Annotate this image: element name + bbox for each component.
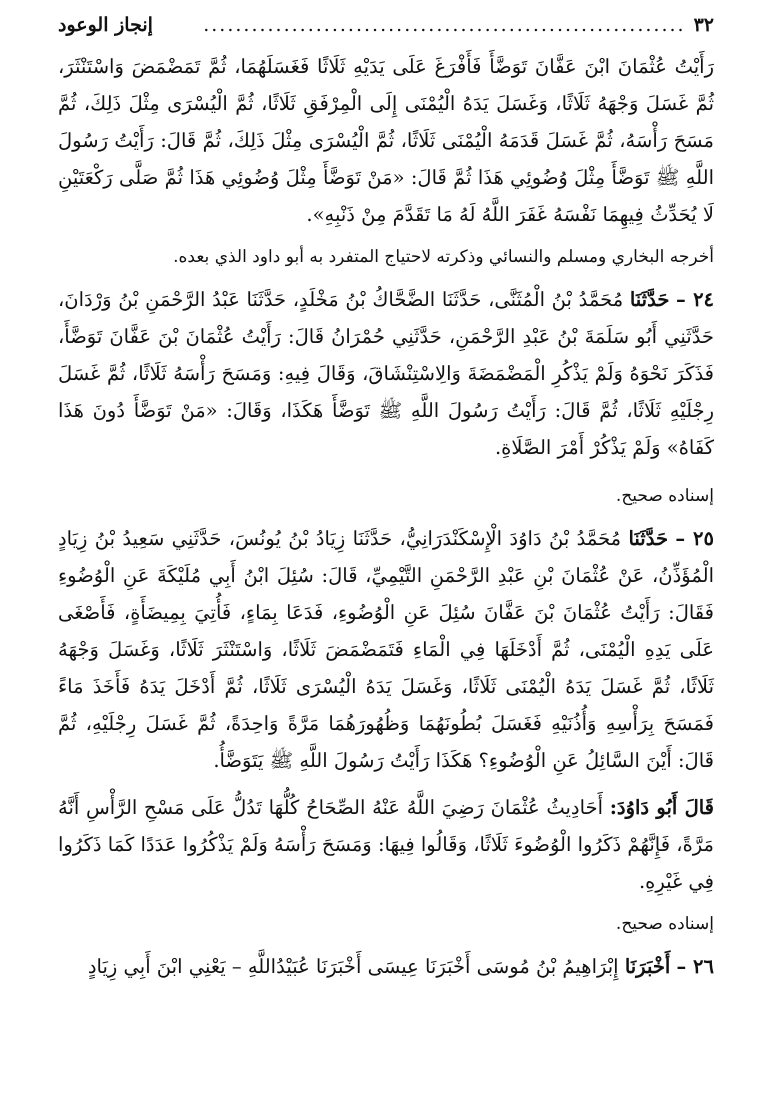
hadith-lead-word: حَدَّثَنَا: [628, 527, 669, 550]
running-header: [58, 12, 714, 38]
hadith-number: ٢٥ –: [675, 527, 714, 550]
page-number: ٣٢: [693, 14, 714, 36]
grade-note: إسناده صحيح.: [615, 486, 714, 506]
book-title: إنجاز الوعود: [58, 14, 153, 36]
hadith-number: ٢٤ –: [676, 288, 715, 311]
hadith-number: ٢٦ –: [676, 955, 714, 978]
hadith-lead-word: أَخْبَرَنَا: [624, 955, 671, 978]
comment-lead: قَالَ أَبُو دَاوُدَ:: [609, 796, 714, 819]
hadith-26: [58, 948, 714, 985]
hadith-lead-word: حَدَّثَنَا: [629, 288, 670, 311]
grade-note: إسناده صحيح.: [615, 914, 714, 934]
hadith-24: [58, 281, 714, 466]
hadith-text: إِبْرَاهِيمُ بْنُ مُوسَى أَخْبَرَنَا عِيسَى أَخْبَرَنَا عُبَيْدُاللَّهِ – يَعْنِي ابْنَ أَبِي زِيَادٍ: [87, 955, 619, 978]
abu-dawud-comment: [58, 789, 714, 900]
hadith-25: [58, 520, 714, 779]
header-leader-dots: ............................................................: [203, 14, 686, 36]
hadith-text: مُحَمَّدُ بْنُ الْمُثَنَّى، حَدَّثَنَا الضَّحَّاكُ بْنُ مَخْلَدٍ، حَدَّثَنَا عَبْدُ الرَّحْمَنِ بْنُ وَرْدَانَ، حَدَّثَنِي أَبُو سَلَمَةَ بْنُ عَبْدِ الرَّحْمَنِ، حَدَّثَنِي حُمْرَانُ قَالَ: رَأَيْتُ عُثْمَانَ بْنَ عَفَّانَ تَوَضَّأَ، فَذَكَرَ نَحْوَهُ وَلَمْ يَذْكُرِ الْمَضْمَضَةَ وَالِاسْتِنْشَاقَ، وَقَالَ فِيهِ: وَمَسَحَ رَأْسَهُ ثَلَاثًا، ثُمَّ غَسَلَ رِجْلَيْهِ ثَلَاثًا، ثُمَّ قَالَ: رَأَيْتُ رَسُولَ اللَّهِ ﷺ تَوَضَّأَ هَكَذَا، وَقَالَ: «مَنْ تَوَضَّأَ دُونَ هَذَا كَفَاهُ» وَلَمْ يَذْكُرْ أَمْرَ الصَّلَاةِ.: [58, 288, 714, 459]
document-page: [58, 12, 714, 1079]
comment-text: أَحَادِيثُ عُثْمَانَ رَضِيَ اللَّهُ عَنْهُ الصِّحَاحُ كُلُّهَا تَدُلُّ عَلَى مَسْحِ الرَّأْسِ أَنَّهُ مَرَّةً، فَإِنَّهُمْ ذَكَرُوا الْوُضُوءَ ثَلَاثًا، وَقَالُوا فِيهَا: وَمَسَحَ رَأْسَهُ وَلَمْ يَذْكُرُوا عَدَدًا كَمَا ذَكَرُوا فِي غَيْرِهِ.: [58, 796, 714, 893]
hadith-text: مُحَمَّدُ بْنُ دَاوُدَ الْإِسْكَنْدَرَانِيُّ، حَدَّثَنَا زِيَادُ بْنُ يُونُسَ، حَدَّثَنِي سَعِيدُ بْنُ زِيَادٍ الْمُؤَذِّنُ، عَنْ عُثْمَانَ بْنِ عَبْدِ الرَّحْمَنِ التَّيْمِيِّ، قَالَ: سُئِلَ ابْنُ أَبِي مُلَيْكَةَ عَنِ الْوُضُوءِ فَقَالَ: رَأَيْتُ عُثْمَانَ بْنَ عَفَّانَ سُئِلَ عَنِ الْوُضُوءِ، فَدَعَا بِمَاءٍ، فَأُتِيَ بِمِيضَأَةٍ، فَأَصْغَى عَلَى يَدِهِ الْيُمْنَى، ثُمَّ أَدْخَلَهَا فِي الْمَاءِ فَتَمَضْمَضَ ثَلَاثًا، وَاسْتَنْثَرَ ثَلَاثًا، وَغَسَلَ وَجْهَهُ ثَلَاثًا، ثُمَّ غَسَلَ يَدَهُ الْيُمْنَى ثَلَاثًا، وَغَسَلَ يَدَهُ الْيُسْرَى ثَلَاثًا، ثُمَّ أَدْخَلَ يَدَهُ فَأَخَذَ مَاءً فَمَسَحَ بِرَأْسِهِ وَأُذُنَيْهِ فَغَسَلَ بُطُونَهُمَا وَظُهُورَهُمَا مَرَّةً وَاحِدَةً، ثُمَّ غَسَلَ رِجْلَيْهِ، ثُمَّ قَالَ: أَيْنَ السَّائِلُ عَنِ الْوُضُوءِ؟ هَكَذَا رَأَيْتُ رَسُولَ اللَّهِ ﷺ يَتَوَضَّأُ.: [58, 527, 714, 772]
intro-paragraph: رَأَيْتُ عُثْمَانَ ابْنَ عَفَّانَ تَوَضَّأَ فَأَفْرَغَ عَلَى يَدَيْهِ ثَلَاثًا فَغَسَلَهُمَا، ثُمَّ تَمَضْمَضَ وَاسْتَنْثَرَ، ثُمَّ غَسَلَ وَجْهَهُ ثَلَاثًا، وَغَسَلَ يَدَهُ الْيُمْنَى إِلَى الْمِرْفَقِ ثَلَاثًا، ثُمَّ الْيُسْرَى مِثْلَ ذَلِكَ، ثُمَّ مَسَحَ رَأْسَهُ، ثُمَّ غَسَلَ قَدَمَهُ الْيُمْنَى ثَلَاثًا، ثُمَّ الْيُسْرَى مِثْلَ ذَلِكَ، ثُمَّ قَالَ: رَأَيْتُ رَسُولَ اللَّهِ ﷺ تَوَضَّأَ مِثْلَ وُضُوئِي هَذَا ثُمَّ قَالَ: «مَنْ تَوَضَّأَ مِثْلَ وُضُوئِي هَذَا ثُمَّ صَلَّى رَكْعَتَيْنِ لَا يُحَدِّثُ فِيهِمَا نَفْسَهُ غَفَرَ اللَّهُ لَهُ مَا تَقَدَّمَ مِنْ ذَنْبِهِ».: [58, 55, 714, 226]
takhrij-note: أخرجه البخاري ومسلم والنسائي وذكرته لاحتياج المتفرد به أبو داود الذي بعده.: [173, 247, 714, 267]
